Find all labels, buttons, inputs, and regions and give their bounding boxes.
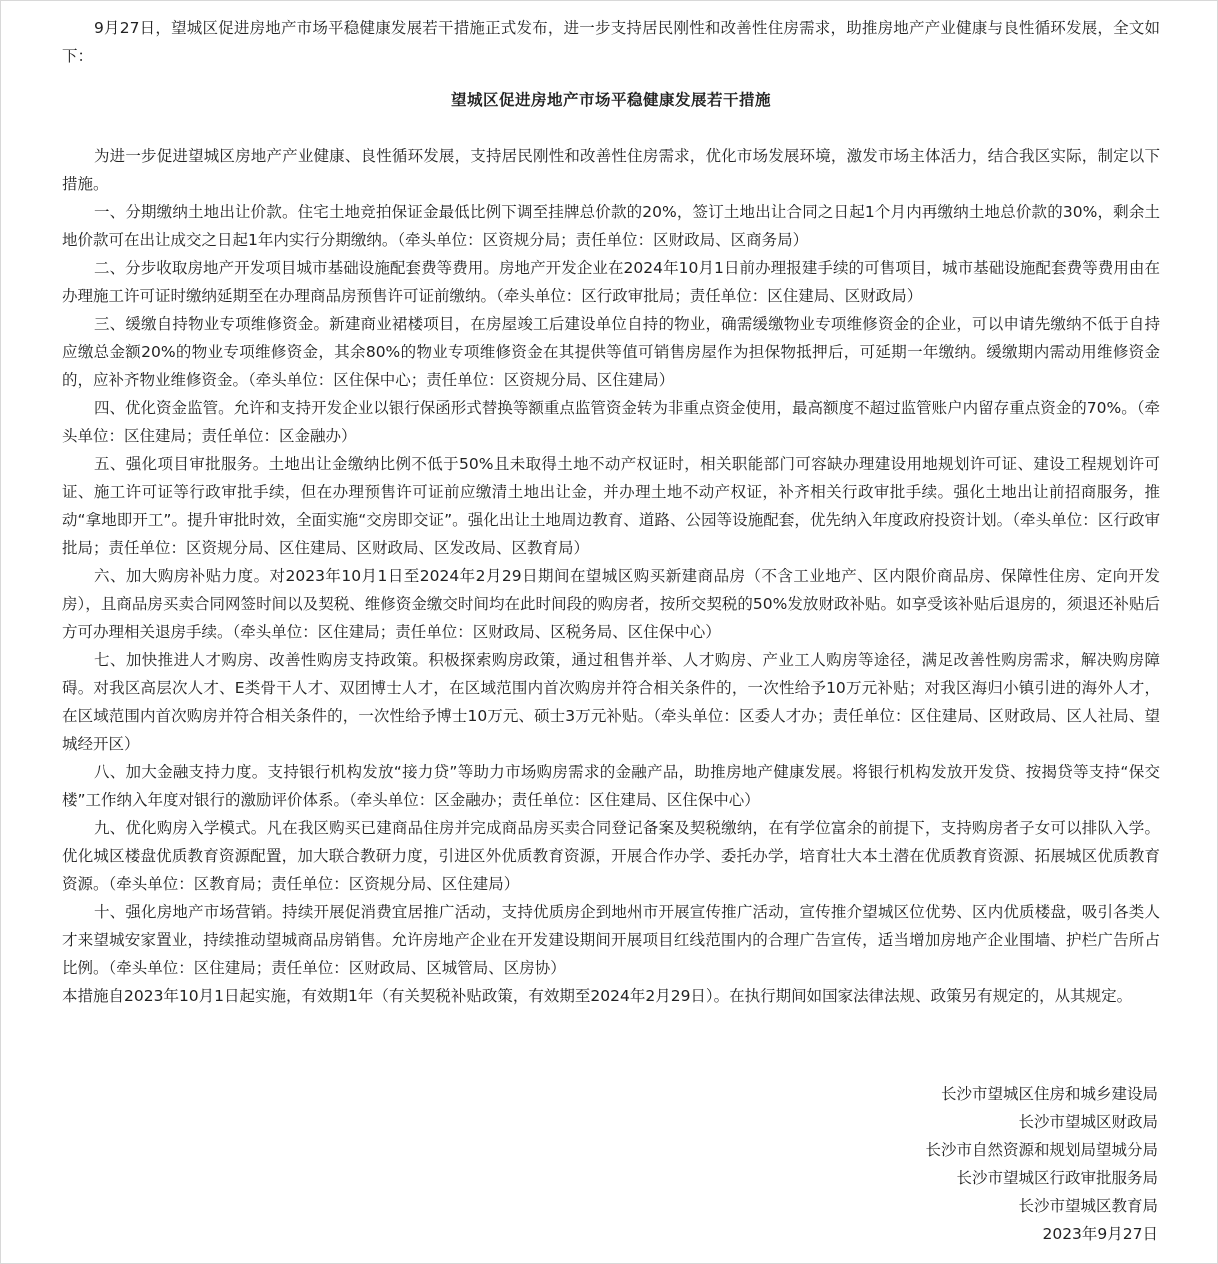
signature-block — [925, 1080, 1158, 1248]
signatory-education-bureau: 长沙市望城区教育局 — [1018, 1197, 1158, 1215]
intro-paragraph: 9月27日，望城区促进房地产市场平稳健康发展若干措施正式发布，进一步支持居民刚性和改善性住房需求，助推房地产产业健康与良性循环发展，全文如下： — [62, 19, 1160, 65]
measure-item-4: 四、优化资金监管。允许和支持开发企业以银行保函形式替换等额重点监管资金转为非重点资金使用，最高额度不超过监管账户内留存重点资金的70%。（牵头单位：区住建局；责任单位：区金融办） — [62, 399, 1160, 445]
measure-item-3: 三、缓缴自持物业专项维修资金。新建商业裙楼项目，在房屋竣工后建设单位自持的物业，确需缓缴物业专项维修资金的企业，可以申请先缴纳不低于自持应缴总金额20%的物业专项维修资金，其余80%的物业专项维修资金在其提供等值可销售房屋作为担保物抵押后，可延期一年缴纳。缓缴期内需动用维修资金的，应补齐物业维修资金。（牵头单位：区住保中心；责任单位：区资规分局、区住建局） — [62, 315, 1160, 389]
signatory-finance-bureau: 长沙市望城区财政局 — [1018, 1113, 1158, 1131]
document-title: 望城区促进房地产市场平稳健康发展若干措施 — [450, 91, 771, 109]
measure-item-2: 二、分步收取房地产开发项目城市基础设施配套费等费用。房地产开发企业在2024年10月1日前办理报建手续的可售项目，城市基础设施配套费等费用由在办理施工许可证时缴纳延期至在办理商品房预售许可证前缴纳。（牵头单位：区行政审批局；责任单位：区住建局、区财政局） — [62, 259, 1160, 305]
signatory-resources-bureau: 长沙市自然资源和规划局望城分局 — [925, 1141, 1158, 1159]
article-body — [62, 14, 1160, 1010]
measure-item-8: 八、加大金融支持力度。支持银行机构发放“接力贷”等助力市场购房需求的金融产品，助推房地产健康发展。将银行机构发放开发贷、按揭贷等支持“保交楼”工作纳入年度对银行的激励评价体系。（牵头单位：区金融办；责任单位：区住建局、区住保中心） — [62, 763, 1160, 809]
issue-date: 2023年9月27日 — [1042, 1225, 1158, 1243]
measure-item-9: 九、优化购房入学模式。凡在我区购买已建商品住房并完成商品房买卖合同登记备案及契税缴纳，在有学位富余的前提下，支持购房者子女可以排队入学。优化城区楼盘优质教育资源配置，加大联合教研力度，引进区外优质教育资源，开展合作办学、委托办学，培育壮大本土潜在优质教育资源、拓展城区优质教育资源。（牵头单位：区教育局；责任单位：区资规分局、区住建局） — [62, 819, 1160, 893]
measure-item-5: 五、强化项目审批服务。土地出让金缴纳比例不低于50%且未取得土地不动产权证时，相关职能部门可容缺办理建设用地规划许可证、建设工程规划许可证、施工许可证等行政审批手续，但在办理预售许可证前应缴清土地出让金，并办理土地不动产权证，补齐相关行政审批手续。强化土地出让前招商服务，推动“拿地即开工”。提升审批时效，全面实施“交房即交证”。强化出让土地周边教育、道路、公园等设施配套，优先纳入年度政府投资计划。（牵头单位：区行政审批局；责任单位：区资规分局、区住建局、区财政局、区发改局、区教育局） — [62, 455, 1160, 557]
closing-paragraph: 本措施自2023年10月1日起实施，有效期1年（有关契税补贴政策，有效期至2024年2月29日）。在执行期间如国家法律法规、政策另有规定的，从其规定。 — [62, 987, 1133, 1005]
measure-item-1: 一、分期缴纳土地出让价款。住宅土地竞拍保证金最低比例下调至挂牌总价款的20%，签订土地出让合同之日起1个月内再缴纳土地总价款的30%，剩余土地价款可在出让成交之日起1年内实行分期缴纳。（牵头单位：区资规分局；责任单位：区财政局、区商务局） — [62, 203, 1160, 249]
signatory-approval-bureau: 长沙市望城区行政审批服务局 — [956, 1169, 1158, 1187]
signatory-housing-bureau: 长沙市望城区住房和城乡建设局 — [940, 1085, 1158, 1103]
measure-item-6: 六、加大购房补贴力度。对2023年10月1日至2024年2月29日期间在望城区购买新建商品房（不含工业地产、区内限价商品房、保障性住房、定向开发房），且商品房买卖合同网签时间以及契税、维修资金缴交时间均在此时间段的购房者，按所交契税的50%发放财政补贴。如享受该补贴后退房的，须退还补贴后方可办理相关退房手续。（牵头单位：区住建局；责任单位：区财政局、区税务局、区住保中心） — [62, 567, 1160, 641]
measure-item-10: 十、强化房地产市场营销。持续开展促消费宜居推广活动，支持优质房企到地州市开展宣传推广活动，宣传推介望城区位优势、区内优质楼盘，吸引各类人才来望城安家置业，持续推动望城商品房销售。允许房地产企业在开发建设期间开展项目红线范围内的合理广告宣传，适当增加房地产企业围墙、护栏广告所占比例。（牵头单位：区住建局；责任单位：区财政局、区城管局、区房协） — [62, 903, 1160, 977]
measure-item-7: 七、加快推进人才购房、改善性购房支持政策。积极探索购房政策，通过租售并举、人才购房、产业工人购房等途径，满足改善性购房需求，解决购房障碍。对我区高层次人才、E类骨干人才、双团博士人才，在区域范围内首次购房并符合相关条件的，一次性给予10万元补贴；对我区海归小镇引进的海外人才，在区域范围内首次购房并符合相关条件的，一次性给予博士10万元、硕士3万元补贴。（牵头单位：区委人才办；责任单位：区住建局、区财政局、区人社局、望城经开区） — [62, 651, 1160, 753]
lead-paragraph: 为进一步促进望城区房地产产业健康、良性循环发展，支持居民刚性和改善性住房需求，优化市场发展环境，激发市场主体活力，结合我区实际，制定以下措施。 — [62, 147, 1160, 193]
